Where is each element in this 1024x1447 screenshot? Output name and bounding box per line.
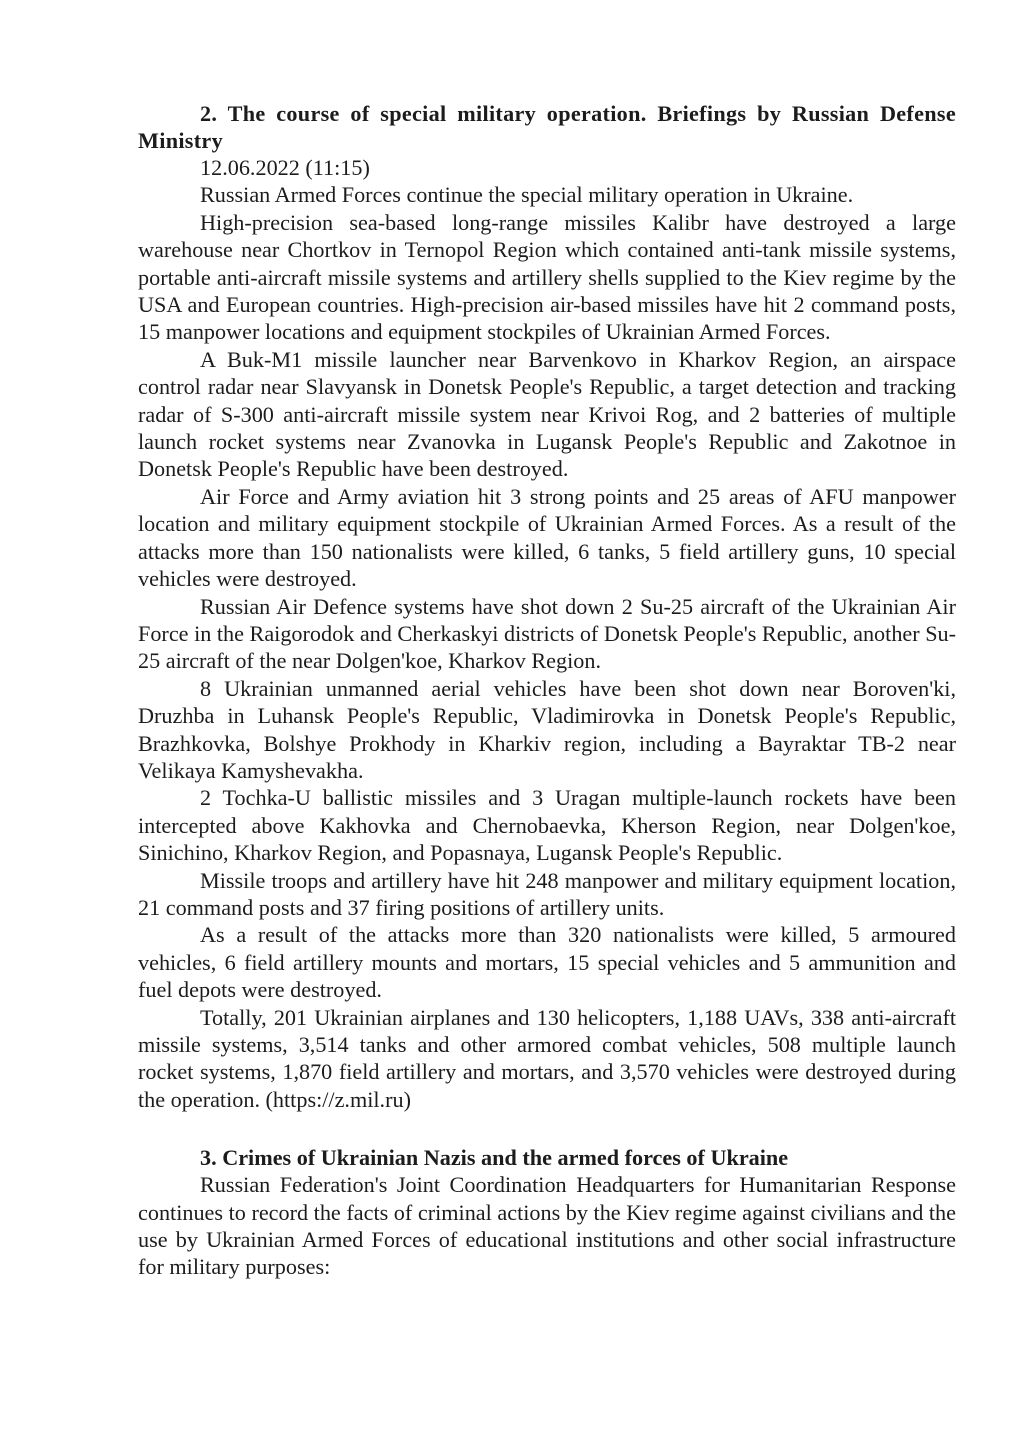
section-2-heading: 2. The course of special military operation. Briefings by Russian Defense Ministry xyxy=(138,101,956,153)
paragraph: Totally, 201 Ukrainian airplanes and 130 helicopters, 1,188 UAVs, 338 anti-aircraft missile systems, 3,514 tanks and other armored combat vehicles, 508 multiple launch rocket systems, 1,870 field artillery and mortars, and 3,570 vehicles were destroyed during the operation. (https://z.mil.ru) xyxy=(138,1004,956,1112)
briefing-date: 12.06.2022 (11:15) xyxy=(200,155,370,180)
paragraph: Russian Federation's Joint Coordination Headquarters for Humanitarian Response continues to record the facts of criminal actions by the Kiev regime against civilians and the use by Ukrainian Armed Forces of educational institutions and other social infrastructure for military purposes: xyxy=(138,1172,956,1280)
paragraph: Russian Armed Forces continue the special military operation in Ukraine. xyxy=(200,182,854,208)
paragraph: As a result of the attacks more than 320 nationalists were killed, 5 armoured vehicles, 6 field artillery mounts and mortars, 15 special vehicles and 5 ammunition and fuel depots were destroyed. xyxy=(138,922,956,1003)
paragraph: 2 Tochka-U ballistic missiles and 3 Uragan multiple-launch rockets have been intercepted above Kakhovka and Chernobaevka, Kherson Region, near Dolgen'koe, Sinichino, Kharkov Region, and Popasnaya, Lugansk People's Republic. xyxy=(138,785,956,866)
paragraph: Russian Air Defence systems have shot down 2 Su-25 aircraft of the Ukrainian Air Force in the Raigorodok and Cherkaskyi districts of Donetsk People's Republic, another Su-25 aircraft of the near Dolgen'koe, Kharkov Region. xyxy=(138,593,957,674)
paragraph: 8 Ukrainian unmanned aerial vehicles have been shot down near Boroven'ki, Druzhba in Luhansk People's Republic, Vladimirovka in Donetsk People's Republic, Brazhkovka, Bolshye Prokhody in Kharkiv region, including a Bayraktar TB-2 near Velikaya Kamyshevakha. xyxy=(138,675,956,783)
paragraph: Air Force and Army aviation hit 3 strong points and 25 areas of AFU manpower location and military equipment stockpile of Ukrainian Armed Forces. As a result of the attacks more than 150 nationalists were killed, 6 tanks, 5 field artillery guns, 10 special vehicles were destroyed. xyxy=(138,483,956,592)
paragraph: High-precision sea-based long-range missiles Kalibr have destroyed a large warehouse near Chortkov in Ternopol Region which contained anti-tank missile systems, portable anti-aircraft missile systems and artillery shells supplied to the Kiev regime by the USA and European countries. High-precision air-based missiles have hit 2 command posts, 15 manpower locations and equipment stockpiles of Ukrainian Armed Forces. xyxy=(138,209,956,345)
document-page xyxy=(138,100,956,1281)
paragraph: Missile troops and artillery have hit 248 manpower and military equipment location, 21 command posts and 37 firing positions of artillery units. xyxy=(138,867,956,920)
paragraph: A Buk-M1 missile launcher near Barvenkovo in Kharkov Region, an airspace control radar near Slavyansk in Donetsk People's Republic, a target detection and tracking radar of S-300 anti-aircraft missile system near Krivoi Rog, and 2 batteries of multiple launch rocket systems near Zvanovka in Lugansk People's Republic and Zakotnoe in Donetsk People's Republic have been destroyed. xyxy=(138,346,956,482)
section-3-heading: 3. Crimes of Ukrainian Nazis and the armed forces of Ukraine xyxy=(200,1145,789,1171)
